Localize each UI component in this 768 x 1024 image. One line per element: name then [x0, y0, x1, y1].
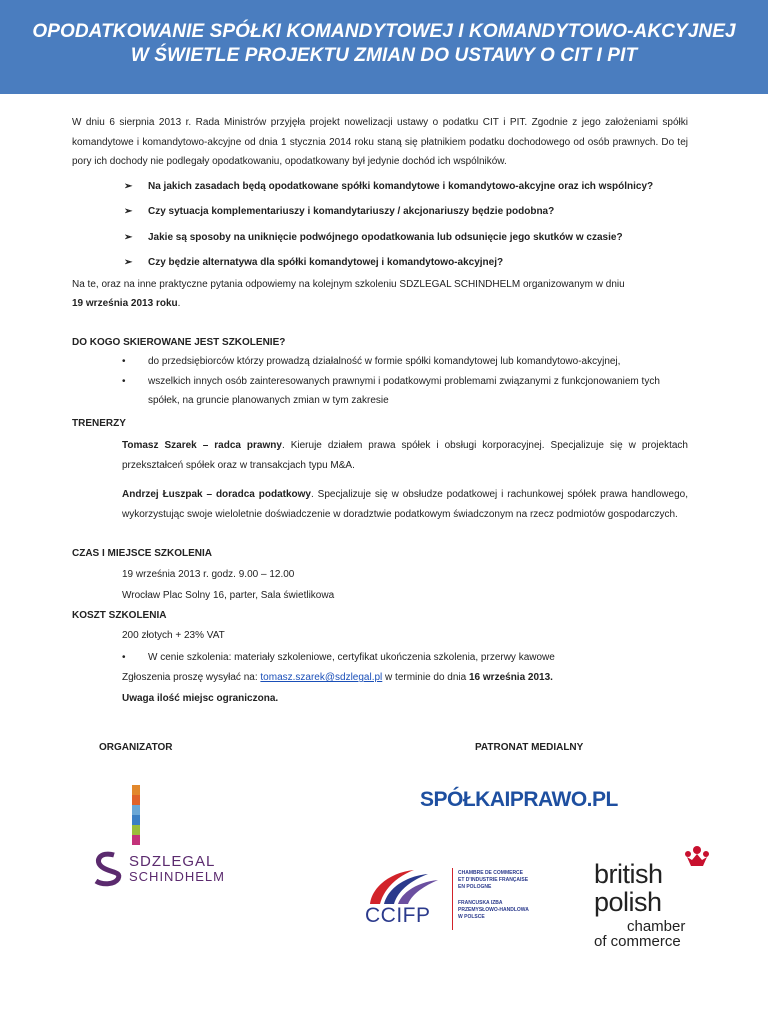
document-body	[72, 113, 688, 708]
bp-text-commerce: of commerce	[594, 933, 681, 950]
limited-seats-note: Uwaga ilość miejsc ograniczona.	[122, 692, 279, 704]
question-item: ➢ Na jakich zasadach będą opodatkowane spółki komandytowe i komandytowo-akcyjne oraz ich wspólnicy?	[72, 177, 688, 197]
question-item: ➢ Czy będzie alternatywa dla spółki komandytowej i komandytowo-akcyjnej?	[72, 253, 688, 273]
ccifp-logo	[362, 866, 542, 936]
cost-heading: KOSZT SZKOLENIA	[72, 609, 167, 621]
bullet-dot-icon: •	[122, 651, 126, 663]
intro-paragraph: W dniu 6 sierpnia 2013 r. Rada Ministrów przyjęła projekt nowelizacji ustawy o podatku CIT i PIT. Zgodnie z jego założeniami spółki komandytowe i komandytowo-akcyjne od dnia 1 stycznia 2014 roku staną się płatnikiem podatku dochodowego od osób prawnych. Do tej pory ich dochody nie podlegały opodatkowaniu, opodatkowany był jedynie dochód ich wspólników.	[72, 117, 688, 167]
training-place: Wrocław Plac Solny 16, parter, Sala świetlikowa	[122, 590, 335, 601]
sdzlegal-text-1: SDZLEGAL	[129, 853, 216, 870]
arrow-bullet-icon: ➢	[124, 231, 133, 243]
bullet-dot-icon: •	[122, 375, 126, 387]
bp-text-british: british	[594, 859, 663, 889]
time-place-heading: CZAS I MIEJSCE SZKOLENIA	[72, 548, 213, 559]
arrow-bullet-icon: ➢	[124, 257, 133, 268]
cost-includes: • W cenie szkolenia: materiały szkoleniowe, certyfikat ukończenia szkolenia, przerwy kawowe	[72, 648, 688, 668]
training-price: 200 złotych + 23% VAT	[122, 630, 225, 641]
patron-label: PATRONAT MEDIALNY	[475, 742, 584, 753]
organizer-label: ORGANIZATOR	[99, 742, 173, 753]
ccifp-swoosh-icon	[362, 866, 452, 906]
audience-item: • do przedsiębiorców którzy prowadzą działalność w formie spółki komandytowej lub komandytowo-akcyjnej,	[72, 352, 688, 372]
audience-item: • wszelkich innych osób zainteresowanych prawnymi i podatkowymi problemami związanymi z funkcjonowaniem tych spółek, na gruncie planowanych zmian w tym zakresie	[72, 372, 688, 411]
bp-text-polish: polish	[594, 887, 662, 917]
question-item: ➢ Jakie są sposoby na uniknięcie podwójnego opodatkowania lub odsunięcie jego skutków w czasie?	[72, 228, 688, 248]
arrow-bullet-icon: ➢	[124, 180, 133, 192]
apply-line: Zgłoszenia proszę wysyłać na: tomasz.szarek@sdzlegal.pl w terminie do dnia 16 września 2013.	[122, 672, 553, 683]
ccifp-french-name: CHAMBRE DE COMMERCE ET D'INDUSTRIE FRANÇAISE EN POLOGNE	[458, 870, 529, 890]
british-polish-chamber-logo	[590, 845, 720, 955]
arrow-bullet-icon: ➢	[124, 206, 133, 217]
ccifp-divider	[452, 868, 453, 930]
answer-paragraph: Na te, oraz na inne praktyczne pytania odpowiemy na kolejnym szkoleniu SDZLEGAL SCHINDHELM organizowanym w dniu 19 września 2013 roku.	[72, 278, 625, 309]
ccifp-polish-name: FRANCUSKA IZBA PRZEMYSŁOWO-HANDLOWA W POLSCE	[458, 900, 529, 920]
audience-heading: DO KOGO SKIEROWANE JEST SZKOLENIE?	[72, 336, 286, 348]
crown-icon	[684, 845, 710, 869]
trainer-1: Tomasz Szarek – radca prawny. Kieruje działem prawa spółek i obsługi korporacyjnej. Specjalizuje się w projektach przekształceń spółek oraz w transakcjach typu M&A.	[122, 440, 688, 471]
trainer-2: Andrzej Łuszpak – doradca podatkowy. Specjalizuje się w obsłudze podatkowej i rachunkowej spółek prawa handlowego, wykorzystując swoje wieloletnie doświadczenie w doradztwie podatkowym świadczonym na rzecz podmiotów gospodarczych.	[122, 489, 688, 520]
bp-text-chamber: chamber	[627, 918, 686, 935]
spolka-i-prawo-logo: SPÓŁKAIPRAWO.PL	[420, 788, 618, 811]
header-title-line-2: W ŚWIETLE PROJEKTU ZMIAN DO USTAWY O CIT I PIT	[130, 45, 638, 66]
sdzlegal-logo	[92, 785, 242, 895]
trainers-heading: TRENERZY	[72, 417, 126, 429]
header-title-line-1: OPODATKOWANIE SPÓŁKI KOMANDYTOWEJ I KOMANDYTOWO-AKCYJNEJ	[32, 21, 736, 42]
question-list	[72, 177, 688, 273]
sdzlegal-text-2: SCHINDHELM	[129, 869, 225, 884]
email-link[interactable]: tomasz.szarek@sdzlegal.pl	[260, 672, 383, 683]
ccifp-text: CCIFP	[365, 904, 431, 927]
document-header	[0, 0, 768, 94]
answer-date: 19 września 2013 roku	[72, 298, 178, 309]
training-date: 19 września 2013 r. godz. 9.00 – 12.00	[122, 568, 295, 580]
question-item: ➢ Czy sytuacja komplementariuszy i komandytariuszy / akcjonariuszy będzie podobna?	[72, 202, 688, 222]
bullet-dot-icon: •	[122, 356, 126, 367]
